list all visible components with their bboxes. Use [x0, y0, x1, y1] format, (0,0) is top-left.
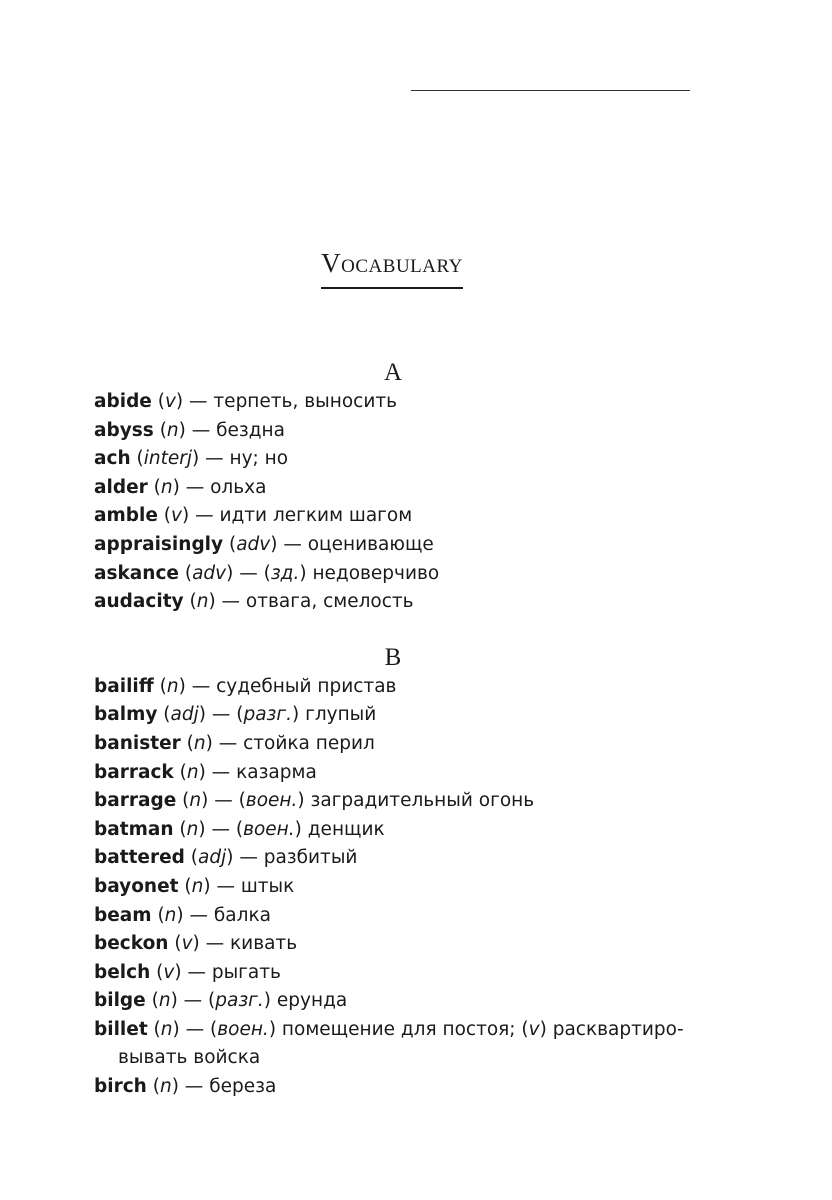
headword: banister	[94, 732, 181, 754]
vocabulary-entry: barrack (n) — казарма	[94, 761, 317, 783]
vocabulary-entry: askance (adv) — (зд.) недоверчиво	[94, 562, 440, 584]
part-of-speech: n	[189, 790, 202, 812]
translation: заградительный огонь	[310, 790, 535, 812]
headword: barrack	[94, 761, 174, 783]
part-of-speech: n	[191, 875, 204, 897]
vocabulary-entry: bayonet (n) — штык	[94, 875, 295, 897]
translation: глупый	[305, 704, 377, 726]
vocabulary-content	[94, 358, 704, 1102]
part-of-speech: n	[166, 419, 179, 441]
vocabulary-entry: bilge (n) — (разг.) ерунда	[94, 990, 348, 1012]
part-of-speech: v	[528, 1018, 540, 1040]
headword: beam	[94, 904, 152, 926]
part-of-speech: n	[159, 1076, 172, 1098]
part-of-speech: n	[166, 675, 179, 697]
translation: рыгать	[211, 961, 281, 983]
vocabulary-entry: amble (v) — идти легким шагом	[94, 505, 413, 527]
part-of-speech: adv	[192, 562, 227, 584]
part-of-speech: n	[164, 904, 177, 926]
title-container	[0, 248, 784, 289]
part-of-speech: n	[160, 476, 173, 498]
section-letter: A	[383, 359, 403, 386]
headword: abide	[94, 391, 152, 412]
headword: billet	[94, 1018, 148, 1040]
part-of-speech: v	[181, 933, 193, 955]
vocabulary-entry: beckon (v) — кивать	[94, 933, 298, 955]
headword: amble	[94, 505, 158, 527]
headword: bilge	[94, 990, 146, 1012]
headword: ach	[94, 448, 131, 470]
vocabulary-entry: banister (n) — стойка перил	[94, 732, 375, 754]
translation: береза	[209, 1076, 277, 1098]
usage-note: воен.	[217, 1018, 269, 1040]
translation: помещение для постоя;	[281, 1018, 516, 1040]
vocabulary-entry: balmy (adj) — (разг.) глупый	[94, 704, 377, 726]
section-letter: B	[384, 643, 402, 671]
vocabulary-entry: bailiff (n) — судебный пристав	[94, 675, 397, 697]
translation: судебный пристав	[216, 675, 397, 697]
headword: alder	[94, 476, 148, 498]
headword: abyss	[94, 419, 154, 441]
headword: belch	[94, 961, 151, 983]
header-rule	[411, 90, 690, 91]
headword: balmy	[94, 704, 158, 726]
usage-note: зд.	[270, 562, 300, 584]
part-of-speech: n	[186, 818, 199, 840]
part-of-speech: n	[160, 1018, 173, 1040]
vocabulary-entry: battered (adj) — разбитый	[94, 847, 358, 869]
translation: казарма	[236, 761, 317, 783]
translation: стойка перил	[243, 732, 375, 754]
part-of-speech: adj	[170, 704, 199, 726]
vocabulary-entry: appraisingly (adv) — оценивающе	[94, 533, 434, 555]
part-of-speech: n	[196, 591, 209, 613]
translation: терпеть, выносить	[213, 391, 398, 412]
vocabulary-entry: belch (v) — рыгать	[94, 961, 281, 983]
headword: audacity	[94, 591, 184, 613]
part-of-speech: n	[158, 990, 171, 1012]
headword: birch	[94, 1076, 147, 1098]
part-of-speech: interj	[143, 448, 192, 470]
vocabulary-entry: batman (n) — (воен.) денщик	[94, 818, 385, 840]
part-of-speech: n	[193, 732, 206, 754]
vocabulary-entry: alder (n) — ольха	[94, 476, 267, 498]
translation: балка	[213, 904, 271, 926]
vocabulary-entry: barrage (n) — (воен.) заградительный огонь	[94, 790, 535, 812]
translation: бездна	[216, 419, 285, 441]
part-of-speech: v	[171, 505, 182, 527]
headword: bayonet	[94, 875, 179, 897]
vocabulary-entry: abyss (n) — бездна	[94, 419, 285, 441]
translation: оценивающе	[307, 533, 434, 555]
entry-list	[94, 388, 704, 617]
headword: beckon	[94, 933, 169, 955]
translation: ну; но	[229, 448, 289, 470]
vocabulary-entry: abide (v) — терпеть, выносить	[94, 391, 398, 412]
translation: ерунда	[276, 990, 348, 1012]
headword: bailiff	[94, 675, 154, 697]
translation: разбитый	[263, 847, 358, 869]
translation: денщик	[307, 818, 385, 840]
translation: ольха	[210, 476, 267, 498]
part-of-speech: adj	[197, 847, 227, 869]
translation: идти легким шагом	[219, 505, 413, 527]
part-of-speech: n	[186, 761, 199, 783]
translation: расквартиро-вывать войска	[118, 1018, 684, 1069]
headword: batman	[94, 818, 174, 840]
part-of-speech: adv	[236, 533, 271, 555]
part-of-speech: v	[163, 961, 175, 983]
usage-note: воен.	[243, 818, 295, 840]
headword: askance	[94, 562, 179, 584]
vocabulary-entry: billet (n) — (воен.) помещение для постоя; (v) расквартиро-вывать войска	[94, 1018, 684, 1069]
headword: barrage	[94, 790, 177, 812]
headword: battered	[94, 847, 185, 869]
usage-note: разг.	[215, 990, 264, 1012]
vocabulary-entry: ach (interj) — ну; но	[94, 448, 289, 470]
vocabulary-entry: beam (n) — балка	[94, 904, 271, 926]
translation: отвага, смелость	[245, 591, 414, 613]
translation: кивать	[230, 933, 298, 955]
entry-list	[94, 673, 704, 1102]
translation: штык	[240, 875, 295, 897]
usage-note: воен.	[245, 790, 298, 812]
translation: недоверчиво	[312, 562, 440, 584]
usage-note: разг.	[243, 704, 292, 726]
headword: appraisingly	[94, 533, 224, 555]
vocabulary-entry: birch (n) — береза	[94, 1076, 277, 1098]
part-of-speech: v	[164, 391, 176, 412]
page-title: Vocabulary	[321, 248, 463, 289]
vocabulary-entry: audacity (n) — отвага, смелость	[94, 591, 414, 613]
